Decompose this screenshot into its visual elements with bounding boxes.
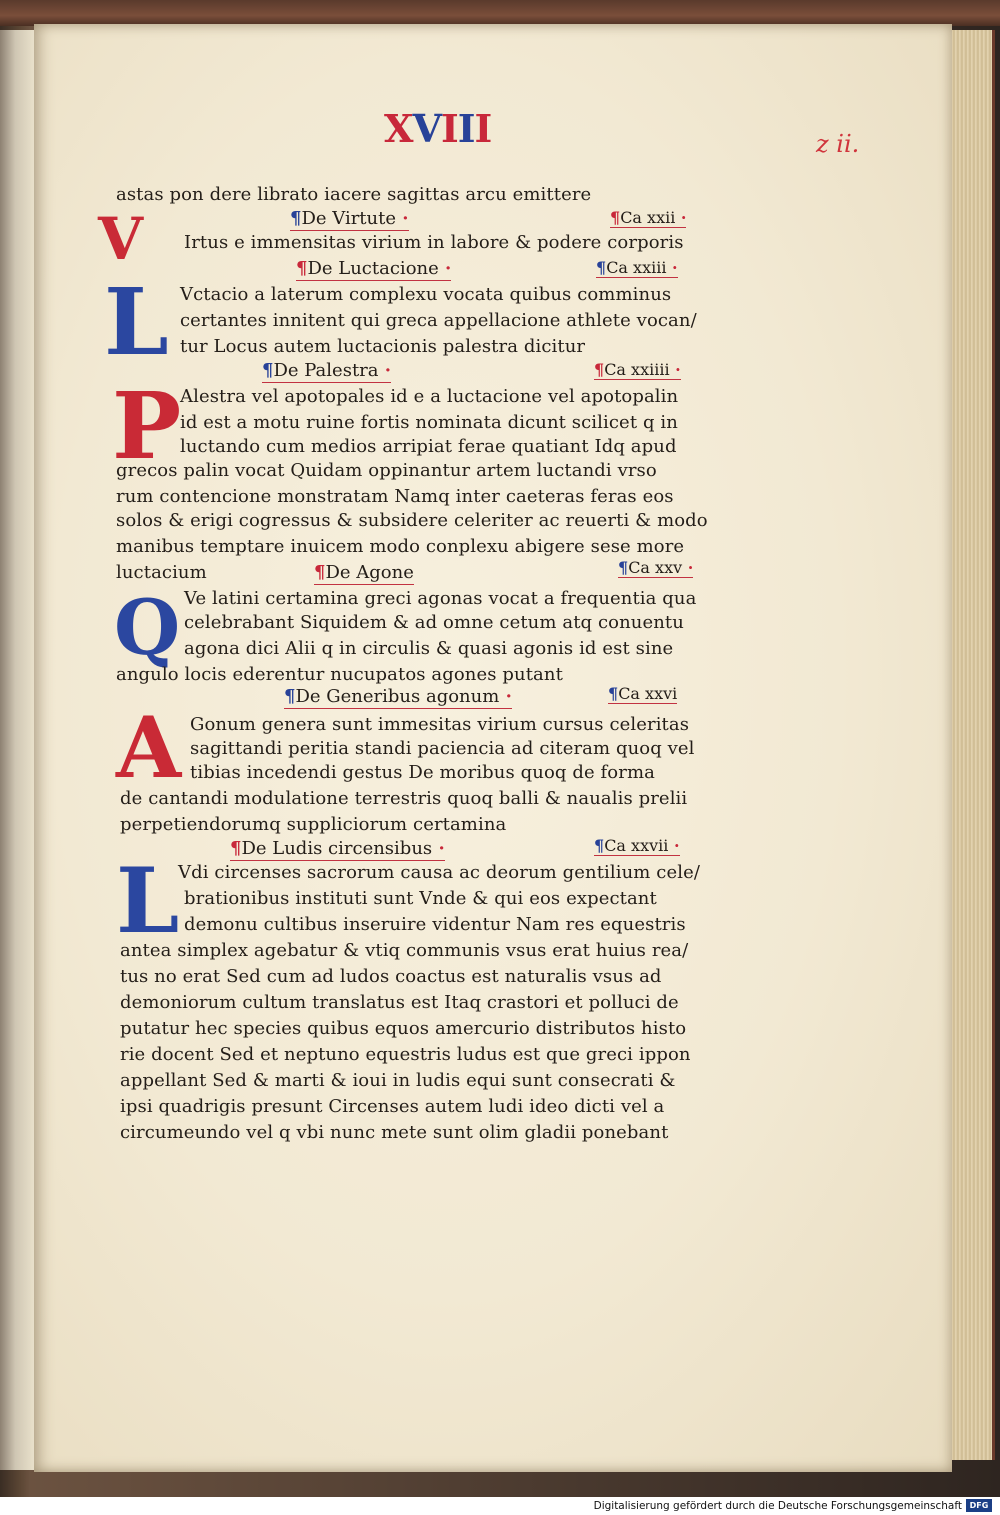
pilcrow-icon: ¶ (608, 684, 619, 703)
text-line: angulo locis ederentur nucupatos agones putant (116, 664, 563, 685)
section-heading: ¶De Luctacione · (296, 258, 452, 279)
text-line: circumeundo vel q vbi nunc mete sunt olim gladii ponebant (120, 1122, 669, 1143)
signature-mark: z ii. (816, 130, 860, 158)
pilcrow-icon: ¶ (296, 258, 308, 279)
text-line: luctacium (116, 562, 207, 583)
pilcrow-icon: ¶ (314, 562, 326, 583)
text-line: brationibus instituti sunt Vnde & qui eos expectant (184, 888, 657, 909)
chapter-number: ¶Ca xxv · (618, 558, 694, 577)
pilcrow-icon: ¶ (596, 258, 607, 277)
initial-letter: A (116, 698, 182, 797)
initial-letter: L (116, 848, 180, 954)
chapter-number: ¶Ca xxvii · (594, 836, 680, 855)
chapter-number: ¶Ca xxii · (610, 208, 687, 227)
text-line: grecos palin vocat Quidam oppinantur artem luctandi vrso (116, 460, 657, 481)
text-line: tus no erat Sed cum ad ludos coactus est naturalis vsus ad (120, 966, 662, 987)
text-line: tur Locus autem luctacionis palestra dicitur (180, 336, 586, 357)
initial-letter: Q (114, 583, 181, 672)
text-line: Gonum genera sunt immesitas virium cursus celeritas (190, 714, 690, 735)
text-line: certantes innitent qui greca appellacione athlete vocan/ (180, 310, 697, 331)
initial-letter: V (98, 205, 144, 273)
page-stack-edge (952, 30, 995, 1460)
pilcrow-icon: ¶ (262, 360, 274, 381)
pilcrow-icon: ¶ (284, 686, 296, 707)
pilcrow-icon: ¶ (594, 360, 605, 379)
section-heading: ¶De Generibus agonum · (284, 686, 512, 707)
text-line: Irtus e immensitas virium in labore & podere corporis (184, 232, 684, 253)
left-page-edge (0, 30, 35, 1470)
manuscript-page (34, 24, 952, 1472)
folio-number: XVIII (384, 106, 492, 151)
text-line: sagittandi peritia standi paciencia ad citeram quoq vel (190, 738, 695, 759)
section-heading: ¶De Palestra · (262, 360, 392, 381)
text-line: manibus temptare inuicem modo conplexu abigere sese more (116, 536, 685, 557)
section-heading: ¶De Ludis circensibus · (230, 838, 445, 859)
footer-credit: Digitalisierung gefördert durch die Deutsche Forschungsgemeinschaft (593, 1500, 962, 1512)
text-line: Alestra vel apotopales id e a luctacione vel apotopalin (180, 386, 679, 407)
text-line: solos & erigi cogressus & subsidere celeriter ac reuerti & modo (116, 510, 708, 531)
text-line: antea simplex agebatur & vtiq communis vsus erat huius rea/ (120, 940, 689, 961)
text-line: tibias incedendi gestus De moribus quoq de forma (190, 762, 655, 783)
pilcrow-icon: ¶ (610, 208, 621, 227)
text-line: putatur hec species quibus equos amercurio distributos histo (120, 1018, 687, 1039)
text-line: rum contencione monstratam Namq inter caeteras feras eos (116, 486, 674, 507)
initial-letter: P (112, 372, 182, 480)
text-line: rie docent Sed et neptuno equestris ludus est que greci ippon (120, 1044, 691, 1065)
text-line: demoniorum cultum translatus est Itaq crastori et polluci de (120, 992, 679, 1013)
text-line: demonu cultibus inseruire videntur Nam res equestris (184, 914, 686, 935)
text-line: perpetiendorumq suppliciorum certamina (120, 814, 507, 835)
text-line: ipsi quadrigis presunt Circenses autem ludi ideo dicti vel a (120, 1096, 665, 1117)
dfg-logo: DFG (966, 1499, 992, 1512)
pilcrow-icon: ¶ (618, 558, 629, 577)
chapter-number: ¶Ca xxiiii · (594, 360, 681, 379)
text-line: Vctacio a laterum complexu vocata quibus comminus (180, 284, 672, 305)
pilcrow-icon: ¶ (230, 838, 242, 859)
pilcrow-icon: ¶ (290, 208, 302, 229)
chapter-number: ¶Ca xxiii · (596, 258, 678, 277)
text-line: id est a motu ruine fortis nominata dicunt scilicet q in (180, 412, 678, 433)
initial-letter: L (104, 268, 169, 376)
pilcrow-icon: ¶ (594, 836, 605, 855)
text-line: agona dici Alii q in circulis & quasi agonis id est sine (184, 638, 674, 659)
chapter-number: ¶Ca xxvi (608, 684, 678, 703)
section-heading: ¶De Virtute · (290, 208, 409, 229)
text-line: luctando cum medios arripiat ferae quatiant Idq apud (180, 436, 677, 457)
section-heading: ¶De Agone (314, 562, 414, 583)
first-line: astas pon dere librato iacere sagittas arcu emittere (116, 184, 592, 205)
text-line: appellant Sed & marti & ioui in ludis equi sunt consecrati & (120, 1070, 676, 1091)
text-line: Vdi circenses sacrorum causa ac deorum gentilium cele/ (178, 862, 700, 883)
text-line: de cantandi modulatione terrestris quoq balli & naualis prelii (120, 788, 688, 809)
text-line: Ve latini certamina greci agonas vocat a frequentia qua (184, 588, 697, 609)
book-cover-top (0, 0, 1000, 26)
text-line: celebrabant Siquidem & ad omne cetum atq conuentu (184, 612, 684, 633)
